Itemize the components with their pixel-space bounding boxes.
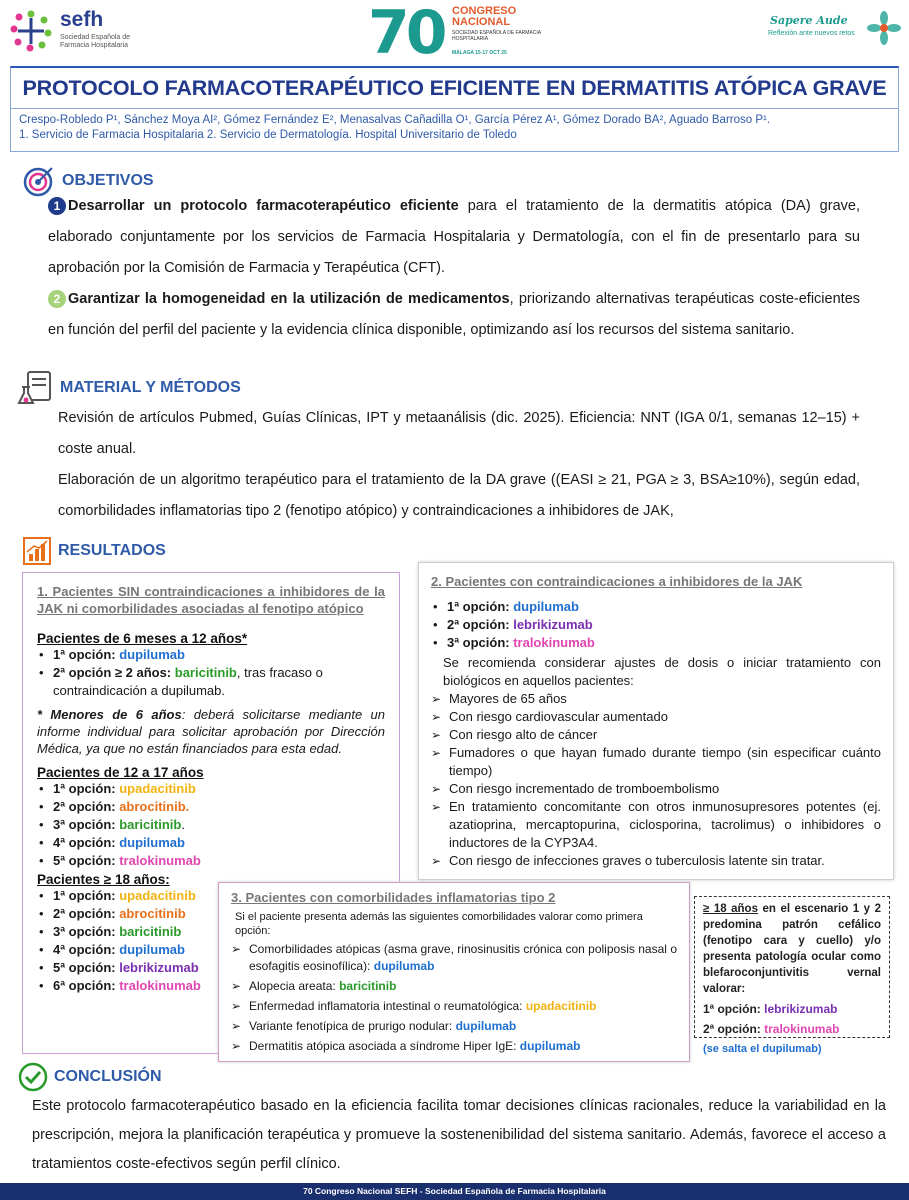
option-label: 4ª opción:	[53, 942, 120, 957]
sefh-logo	[8, 6, 138, 56]
affiliations-line: 1. Servicio de Farmacia Hospitalaria 2. Servicio de Dermatología. Hospital Universitario de Toledo	[19, 129, 517, 141]
comorbidity-text: Enfermedad inflamatoria intestinal o reumatológica:	[249, 999, 526, 1013]
drug-name: baricitinib	[119, 817, 182, 832]
option-label: 2ª opción ≥ 2 años:	[53, 665, 175, 680]
option-label: 1ª opción:	[53, 888, 120, 903]
objetivo-2	[48, 284, 860, 346]
drug-name: dupilumab	[373, 959, 435, 973]
box1-group1-title: Pacientes de 6 meses a 12 años*	[37, 631, 248, 646]
drug-name: baricitinib	[119, 924, 182, 939]
drug-name: lebrikizumab	[764, 1002, 838, 1016]
objetivo-2-text: , priorizando alternativas terapéuticas coste-eficientes en función del perfil del paciente y la evidencia clínica disponible, optimizando así los recursos del sistema sanitario.	[48, 291, 861, 338]
box2-title: 2. Pacientes con contraindicaciones a inhibidores de la JAK	[431, 574, 803, 589]
drug-name: lebrikizumab	[513, 617, 593, 632]
box4-description: en el escenario 1 y 2 predomina patrón cefálico (fenotipo cara y cuello) y/o presenta patología ocular como blefaroconjuntivitis vernal valorar:	[703, 903, 881, 995]
authors-box	[10, 108, 899, 152]
sefh-name: sefh	[60, 8, 104, 31]
list-item	[231, 998, 677, 1015]
comorbidity-text: Dermatitis atópica asociada a síndrome Hiper IgE:	[249, 1039, 520, 1053]
title-box	[10, 66, 899, 108]
objetivos-label: OBJETIVOS	[62, 172, 154, 189]
congress-title	[452, 6, 516, 28]
list-item	[37, 834, 385, 852]
box3-list	[231, 941, 677, 1055]
option-label: 6ª opción:	[53, 978, 120, 993]
conclusion-label: CONCLUSIÓN	[54, 1068, 162, 1085]
congress-subtitle: SOCIEDAD ESPAÑOLA DE FARMACIA HOSPITALARIA	[452, 30, 541, 42]
list-item: ➢ Mayores de 65 años	[431, 690, 881, 708]
comorbidity-text: Comorbilidades atópicas (asma grave, rinosinusitis crónica con poliposis nasal o esofagitis eosinofílica):	[249, 942, 677, 973]
list-item: ➢ Fumadores o que hayan fumado durante tiempo (sin especificar cuánto tiempo)	[431, 744, 881, 780]
box1-title: 1. Pacientes SIN contraindicaciones a inhibidores de la JAK ni comorbilidades asociadas al fenotipo atópico	[37, 584, 385, 616]
box4-note: (se salta el dupilumab)	[703, 1043, 822, 1055]
results-box-2	[418, 562, 894, 880]
option-note: , tras fracaso o contraindicación a dupilumab.	[53, 665, 323, 698]
objetivo-1	[48, 191, 860, 284]
drug-name: upadacitinib	[119, 888, 196, 903]
sefh-subtitle: Sociedad Española de Farmacia Hospitalaria	[60, 34, 131, 49]
option-label: 1ª opción:	[703, 1002, 765, 1016]
list-item: ➢ Con riesgo de infecciones graves o tuberculosis latente sin tratar.	[431, 852, 881, 870]
congress-date: MÁLAGA 15-17 OCT 25	[452, 50, 507, 56]
congress-number: 70	[368, 0, 444, 68]
comorbidity-text: Alopecia areata:	[249, 979, 340, 993]
sapere-flower-icon	[866, 10, 902, 46]
drug-name: dupilumab	[119, 647, 185, 662]
box4-option-1	[703, 1001, 881, 1017]
list-item	[231, 1018, 677, 1035]
list-item	[431, 616, 881, 634]
number-badge-2: 2	[48, 290, 66, 308]
option-label: 2ª opción:	[53, 906, 120, 921]
list-item: ➢ Con riesgo alto de cáncer	[431, 726, 881, 744]
box4-text	[703, 901, 881, 997]
option-label: 5ª opción:	[53, 853, 120, 868]
sefh-logo-icon	[8, 8, 54, 54]
list-item	[37, 664, 385, 700]
drug-name: dupilumab	[519, 1039, 581, 1053]
list-item	[37, 852, 385, 870]
drug-name: baricitinib	[174, 665, 237, 680]
list-item	[37, 780, 385, 798]
box3-intro: Si el paciente presenta además las siguientes comorbilidades valorar como primera opción:	[235, 911, 643, 937]
drug-name: tralokinumab	[764, 1022, 840, 1036]
list-item: ➢ En tratamiento concomitante con otros inmunosupresores potentes (ej. azatioprina, mercaptopurina, ciclosporina, tacrolimus) o inhibidores o inductores de la CYP3A4.	[431, 798, 881, 852]
objetivo-1-bold: Desarrollar un protocolo farmacoterapéutico eficiente	[68, 198, 459, 214]
option-label: 3ª opción:	[53, 817, 120, 832]
list-item	[231, 978, 677, 995]
resultados-heading	[22, 536, 166, 566]
congress-title-2: NACIONAL	[452, 16, 511, 28]
conclusion-text: Este protocolo farmacoterapéutico basado en la eficiencia facilita tomar decisiones clínicas racionales, reduce la variabilidad en la prescripción, mejora la planificación terapéutica y promueve la sostenenibilidad del sistema sanitario. Además, favorece el acceso a tratamientos coste-efectivos según perfil clínico.	[32, 1098, 886, 1172]
drug-name: dupilumab	[119, 835, 185, 850]
poster-title: PROTOCOLO FARMACOTERAPÉUTICO EFICIENTE EN DERMATITIS ATÓPICA GRAVE	[22, 76, 887, 100]
list-item	[231, 941, 677, 975]
list-item	[37, 646, 385, 664]
age-note-text: : deberá solicitarse mediante un informe individual para solicitar aprobación por Dirección Médica, ya que no están financiados para esta edad.	[37, 707, 385, 756]
header	[0, 0, 909, 68]
list-item	[431, 634, 881, 652]
box1-group3-title: Pacientes ≥ 18 años:	[37, 872, 170, 887]
drug-name: abrocitinib	[119, 906, 186, 921]
drug-name: dupilumab	[455, 1019, 517, 1033]
results-box-4	[694, 896, 890, 1055]
drug-name: abrocitinib.	[119, 799, 190, 814]
authors-line: Crespo-Robledo P¹, Sánchez Moya AI², Gómez Fernández E², Menasalvas Cañadilla O¹, García Pérez A¹, Gómez Dorado BA², Aguado Barroso P¹.	[19, 114, 771, 126]
document-flask-icon	[16, 369, 54, 407]
conclusion-heading	[18, 1062, 162, 1092]
material-p2: Elaboración de un algoritmo terapéutico para el tratamiento de la DA grave ((EASI ≥ 21, PGA ≥ 3, BSA≥10%), según edad, comorbilidades inflamatorias tipo 2 (fenotipo atópico) y contraindicaciones a inhibidores de JAK,	[58, 472, 860, 519]
option-suffix: .	[181, 817, 185, 832]
comorbidity-text: Variante fenotípica de prurigo nodular:	[249, 1019, 456, 1033]
box2-intro: Se recomienda considerar ajustes de dosis o iniciar tratamiento con biológicos en aquellos pacientes:	[443, 655, 881, 688]
sapere-subtitle: Reflexión ante nuevos retos	[768, 30, 855, 37]
age-note	[37, 706, 385, 757]
box4-age: ≥ 18 años	[703, 903, 758, 915]
congress-title-1: CONGRESO	[452, 5, 517, 17]
congress-logo	[368, 0, 558, 68]
option-label: 3ª opción:	[447, 635, 514, 650]
drug-name: upadacitinib	[119, 781, 196, 796]
drug-name: upadacitinib	[525, 999, 597, 1013]
drug-name: tralokinumab	[119, 978, 201, 993]
check-circle-icon	[18, 1062, 48, 1092]
objetivo-2-bold: Garantizar la homogeneidad en la utilización de medicamentos	[68, 291, 510, 307]
material-label: MATERIAL Y MÉTODOS	[60, 379, 241, 396]
box4-option-2	[703, 1021, 881, 1037]
number-badge-1: 1	[48, 197, 66, 215]
list-item	[37, 816, 385, 834]
option-label: 1ª opción:	[447, 599, 514, 614]
drug-name: dupilumab	[119, 942, 185, 957]
resultados-label: RESULTADOS	[58, 542, 166, 559]
footer: 70 Congreso Nacional SEFH - Sociedad Española de Farmacia Hospitalaria	[0, 1183, 909, 1200]
age-note-bold: * Menores de 6 años	[37, 707, 182, 722]
option-label: 4ª opción:	[53, 835, 120, 850]
material-p1: Revisión de artículos Pubmed, Guías Clínicas, IPT y metaanálisis (dic. 2025). Eficiencia: NNT (IGA 0/1, semanas 12–15) + coste anual.	[58, 410, 860, 457]
results-box-3	[218, 882, 690, 1062]
box3-title: 3. Pacientes con comorbilidades inflamatorias tipo 2	[231, 890, 556, 905]
option-label: 2ª opción:	[703, 1022, 765, 1036]
option-label: 3ª opción:	[53, 924, 120, 939]
drug-name: baricitinib	[339, 979, 397, 993]
conclusion-body	[32, 1092, 886, 1179]
box2-options	[431, 598, 881, 652]
list-item	[431, 598, 881, 616]
drug-name: dupilumab	[513, 599, 579, 614]
option-label: 1ª opción:	[53, 781, 120, 796]
list-item: ➢ Con riesgo cardiovascular aumentado	[431, 708, 881, 726]
material-body	[58, 403, 860, 527]
drug-name: lebrikizumab	[119, 960, 199, 975]
sapere-aude: Sapere Aude	[770, 14, 848, 27]
option-label: 1ª opción:	[53, 647, 120, 662]
option-label: 2ª opción:	[53, 799, 120, 814]
objetivos-body	[48, 191, 860, 346]
chart-growth-icon	[22, 536, 52, 566]
group2-list	[37, 780, 385, 870]
drug-name: tralokinumab	[119, 853, 201, 868]
option-label: 2ª opción:	[447, 617, 514, 632]
list-item	[37, 798, 385, 816]
drug-name: tralokinumab	[513, 635, 595, 650]
option-label: 5ª opción:	[53, 960, 120, 975]
material-heading	[16, 369, 241, 407]
list-item: ➢ Con riesgo incrementado de tromboembolismo	[431, 780, 881, 798]
list-item	[231, 1038, 677, 1055]
box1-group2-title: Pacientes de 12 a 17 años	[37, 765, 204, 780]
objetivo-1-text: para el tratamiento de la dermatitis atópica (DA) grave, elaborado conjuntamente por los servicios de Farmacia Hospitalaria y Dermatología, con el fin de presentarlo para su aprobación por la Comisión de Farmacia y Terapéutica (CFT).	[48, 198, 860, 276]
box2-risk-list	[431, 690, 881, 870]
